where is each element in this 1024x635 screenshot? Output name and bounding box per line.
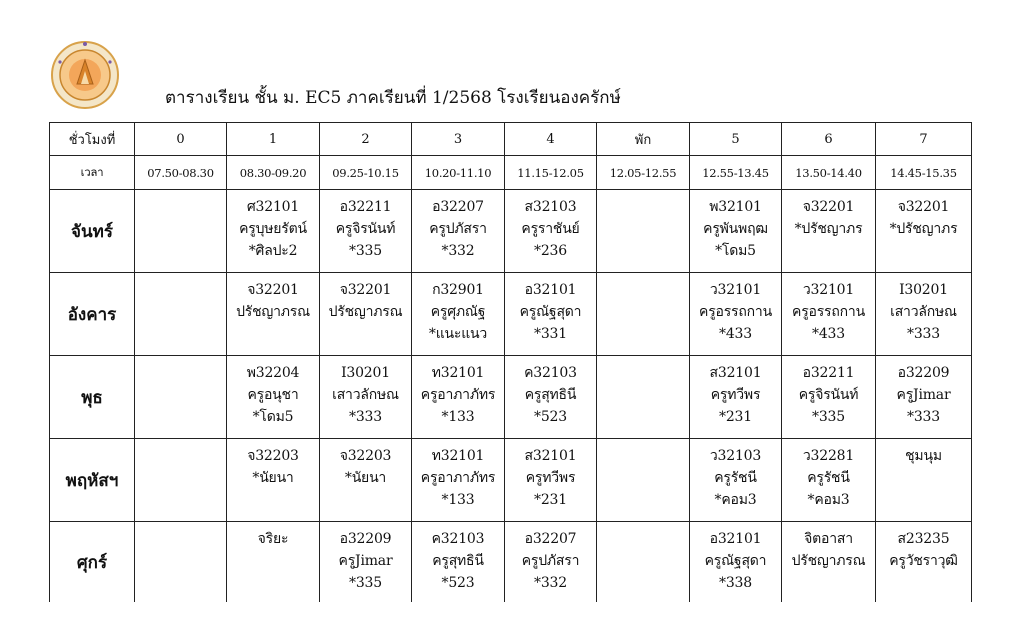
class-cell [412, 273, 505, 356]
class-cell [505, 439, 597, 522]
class-detail: ครูอรรถกาน [792, 304, 865, 320]
class-detail: ครูอาภาภัทร [420, 470, 496, 486]
class-detail: ครูจิรนันท์ [798, 387, 859, 403]
class-cell [505, 190, 597, 273]
class-detail: *523 [441, 575, 475, 591]
class-detail: *335 [349, 243, 382, 259]
class-detail: *แนะแนว [428, 326, 488, 342]
time-slot: 13.50-14.40 [782, 156, 876, 190]
class-detail: ครูศุภณัฐ [430, 304, 486, 320]
subject-code: ว32101 [709, 282, 762, 298]
class-cell [505, 273, 597, 356]
subject-code: ส32101 [709, 365, 762, 381]
subject-code: จ32203 [339, 448, 392, 464]
class-cell [412, 522, 505, 603]
period-number: 1 [227, 123, 320, 156]
subject-code: พ32204 [246, 365, 300, 381]
class-detail: *โดม5 [252, 409, 294, 425]
class-detail: ครูอนุชา [247, 387, 299, 403]
subject-code: จ32201 [339, 282, 392, 298]
class-detail: ครูJimar [338, 553, 393, 569]
class-detail: ครูทวีพร [710, 387, 761, 403]
class-cell [690, 439, 782, 522]
time-slot: 11.15-12.05 [505, 156, 597, 190]
class-detail: *523 [534, 409, 567, 425]
empty-cell [597, 356, 690, 439]
subject-code: ส32101 [524, 448, 577, 464]
class-detail: *คอม3 [714, 492, 757, 508]
period-number: 6 [782, 123, 876, 156]
day-row [50, 439, 972, 522]
class-cell [320, 356, 412, 439]
class-detail: *332 [441, 243, 475, 259]
empty-cell [135, 356, 227, 439]
class-detail: *332 [534, 575, 567, 591]
subject-code: ท32101 [431, 365, 485, 381]
subject-code: อ32101 [524, 282, 577, 298]
class-cell [690, 522, 782, 603]
class-cell [690, 190, 782, 273]
class-detail: ครูรัชนี [807, 470, 850, 486]
class-detail: ครูรัชนี [714, 470, 757, 486]
empty-cell [597, 439, 690, 522]
subject-code: อ32207 [432, 199, 484, 215]
class-cell [876, 356, 972, 439]
empty-cell [135, 439, 227, 522]
subject-code: ค32103 [431, 531, 485, 547]
period-header-label: ชั่วโมงที่ [50, 123, 135, 156]
subject-code: ว32281 [802, 448, 855, 464]
class-detail: *433 [812, 326, 845, 342]
subject-code: ก32901 [432, 282, 484, 298]
class-detail: ครูอาภาภัทร [420, 387, 496, 403]
subject-code: จ32203 [247, 448, 299, 464]
day-label: จันทร์ [50, 190, 135, 273]
class-cell [782, 273, 876, 356]
class-detail: *335 [812, 409, 845, 425]
class-cell [320, 522, 412, 603]
class-detail: *ปรัชญาภร [794, 221, 863, 237]
class-detail: *ปรัชญาภร [889, 221, 958, 237]
class-cell [505, 356, 597, 439]
class-cell [782, 522, 876, 603]
class-detail: *231 [719, 409, 752, 425]
class-cell [690, 356, 782, 439]
class-detail: ครูสุทธินี [524, 387, 577, 403]
class-cell [227, 522, 320, 603]
class-detail: *นัยนา [252, 470, 294, 486]
class-detail: ปรัชญาภรณ [791, 553, 866, 569]
day-label: พุธ [50, 356, 135, 439]
class-cell [782, 439, 876, 522]
class-cell [690, 273, 782, 356]
period-number: 4 [505, 123, 597, 156]
subject-code: พ32101 [709, 199, 762, 215]
subject-code: อ32101 [709, 531, 762, 547]
class-cell [782, 190, 876, 273]
subject-code: จิตอาสา [804, 531, 853, 547]
time-label: เวลา [50, 156, 135, 190]
subject-code: ชุมนุม [905, 448, 942, 464]
school-logo-icon [50, 40, 120, 110]
period-number: 0 [135, 123, 227, 156]
class-detail: *333 [349, 409, 382, 425]
class-cell [782, 356, 876, 439]
period-number: 3 [412, 123, 505, 156]
class-detail: *335 [349, 575, 382, 591]
class-cell [412, 356, 505, 439]
empty-cell [597, 522, 690, 603]
class-detail: *338 [719, 575, 752, 591]
empty-cell [135, 273, 227, 356]
class-detail: เสาวลักษณ [890, 304, 957, 320]
time-slot: 09.25-10.15 [320, 156, 412, 190]
subject-code: ค32103 [524, 365, 577, 381]
subject-code: จ32201 [897, 199, 950, 215]
subject-code: ส23235 [897, 531, 950, 547]
subject-code: ศ32101 [246, 199, 300, 215]
class-detail: ครูราชันย์ [521, 221, 580, 237]
time-slot: 12.55-13.45 [690, 156, 782, 190]
class-detail: ครูสุทธินี [432, 553, 484, 569]
class-cell [876, 439, 972, 522]
class-cell [227, 190, 320, 273]
class-detail: ครูวัชราวุฒิ [889, 553, 958, 569]
subject-code: ท32101 [431, 448, 485, 464]
day-row [50, 356, 972, 439]
page-title: ตารางเรียน ชั้น ม. EC5 ภาคเรียนที่ 1/2568 โรงเรียนองครักษ์ [165, 88, 621, 108]
period-number: 2 [320, 123, 412, 156]
class-detail: ครูJimar [896, 387, 951, 403]
subject-code: ส32103 [524, 199, 577, 215]
class-detail: ครูอรรถกาน [699, 304, 772, 320]
period-header-row [50, 123, 972, 156]
empty-cell [597, 273, 690, 356]
class-cell [876, 190, 972, 273]
class-detail: ปรัชญาภรณ [236, 304, 310, 320]
time-row [50, 156, 972, 190]
class-detail: ครูณัฐสุดา [704, 553, 767, 569]
class-cell [412, 439, 505, 522]
subject-code: I30201 [899, 282, 948, 298]
class-detail: ครูจิรนันท์ [335, 221, 396, 237]
day-row [50, 190, 972, 273]
subject-code: จริยะ [257, 531, 289, 547]
day-label: อังคาร [50, 273, 135, 356]
day-row [50, 522, 972, 603]
timetable [49, 122, 972, 602]
class-detail: *ศิลปะ2 [248, 243, 298, 259]
class-detail: *236 [534, 243, 567, 259]
class-cell [876, 273, 972, 356]
time-slot: 08.30-09.20 [227, 156, 320, 190]
time-slot: 12.05-12.55 [597, 156, 690, 190]
time-slot: 07.50-08.30 [135, 156, 227, 190]
class-detail: ครูปภัสรา [429, 221, 487, 237]
class-cell [876, 522, 972, 603]
subject-code: อ32207 [524, 531, 577, 547]
class-detail: *นัยนา [344, 470, 387, 486]
subject-code: อ32211 [802, 365, 855, 381]
class-detail: ปรัชญาภรณ [328, 304, 403, 320]
class-detail: ครูพันพฤฒ [703, 221, 768, 237]
time-slot: 14.45-15.35 [876, 156, 972, 190]
time-slot: 10.20-11.10 [412, 156, 505, 190]
class-detail: *คอม3 [807, 492, 850, 508]
class-cell [505, 522, 597, 603]
class-detail: *133 [441, 409, 475, 425]
subject-code: I30201 [341, 365, 390, 381]
class-detail: เสาวลักษณ [332, 387, 399, 403]
class-cell [227, 356, 320, 439]
class-detail: *โดม5 [715, 243, 756, 259]
class-detail: ครูทวีพร [525, 470, 576, 486]
period-number: 7 [876, 123, 972, 156]
period-number: 5 [690, 123, 782, 156]
class-cell [227, 439, 320, 522]
empty-cell [135, 190, 227, 273]
class-detail: ครูปภัสรา [521, 553, 580, 569]
class-cell [412, 190, 505, 273]
class-detail: *433 [719, 326, 752, 342]
subject-code: ว32103 [709, 448, 762, 464]
class-cell [320, 273, 412, 356]
class-detail: *331 [534, 326, 567, 342]
day-row [50, 273, 972, 356]
empty-cell [135, 522, 227, 603]
subject-code: จ32201 [802, 199, 855, 215]
subject-code: อ32211 [339, 199, 392, 215]
subject-code: จ32201 [247, 282, 299, 298]
class-cell [227, 273, 320, 356]
class-detail: *231 [534, 492, 567, 508]
subject-code: อ32209 [339, 531, 392, 547]
class-detail: *133 [441, 492, 475, 508]
day-label: ศุกร์ [50, 522, 135, 603]
day-label: พฤหัสฯ [50, 439, 135, 522]
subject-code: ว32101 [802, 282, 855, 298]
break-header: พัก [597, 123, 690, 156]
class-detail: *333 [907, 409, 940, 425]
class-detail: ครูณัฐสุดา [519, 304, 582, 320]
subject-code: อ32209 [897, 365, 950, 381]
class-cell [320, 439, 412, 522]
class-detail: *333 [907, 326, 940, 342]
class-cell [320, 190, 412, 273]
class-detail: ครูบุษยรัตน์ [239, 221, 307, 237]
empty-cell [597, 190, 690, 273]
